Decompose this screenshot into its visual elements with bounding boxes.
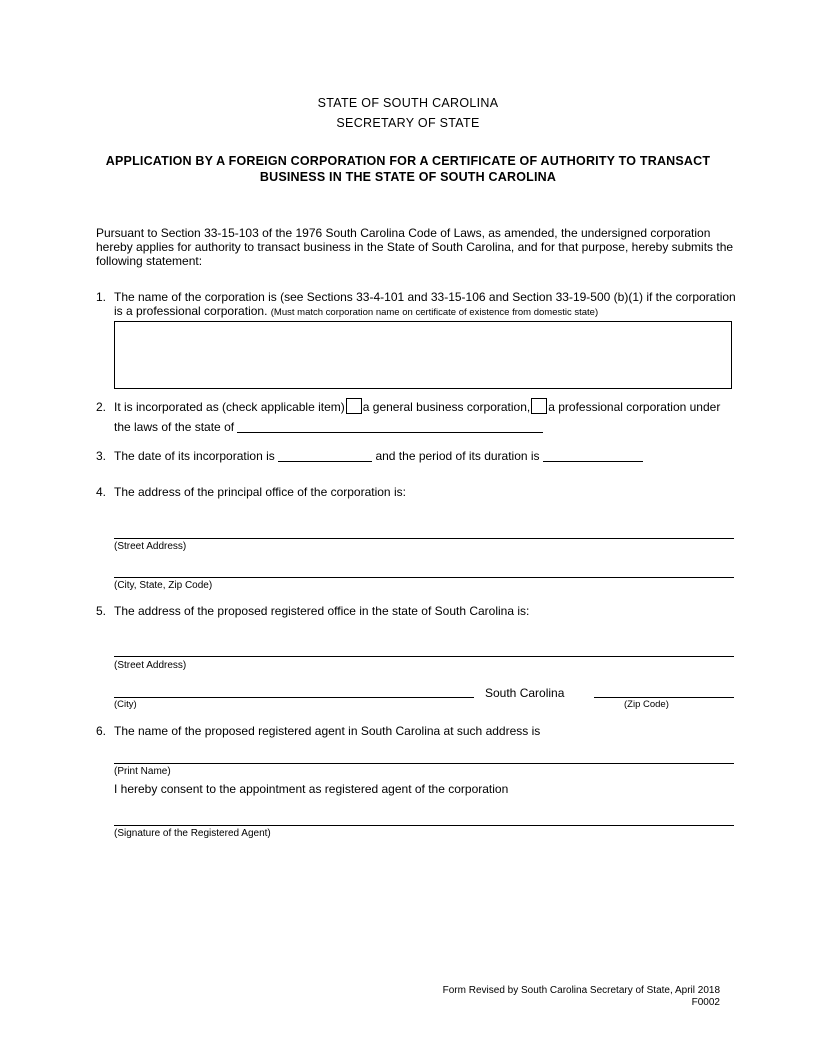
professional-corporation-label: a professional corporation under — [548, 400, 721, 414]
item-5-text: The address of the proposed registered office in the state of South Carolina is: — [114, 604, 530, 618]
registered-state-value: South Carolina — [485, 686, 565, 700]
agent-consent-text: I hereby consent to the appointment as registered agent of the corporation — [114, 782, 509, 796]
intro-paragraph — [96, 226, 736, 268]
item-1-note: (Must match corporation name on certificate of existence from domestic state) — [270, 307, 599, 318]
form-id: F0002 — [691, 997, 720, 1008]
corporation-name-box[interactable] — [114, 321, 732, 389]
professional-corporation-checkbox[interactable] — [531, 398, 547, 414]
incorporation-date-label: The date of its incorporation is — [114, 449, 275, 463]
agent-signature-label: (Signature of the Registered Agent) — [114, 828, 271, 839]
item-1-text — [114, 290, 744, 320]
principal-city-label: (City, State, Zip Code) — [114, 580, 213, 591]
agent-signature-line[interactable] — [114, 825, 734, 826]
registered-zip-label: (Zip Code) — [624, 699, 669, 710]
item-4-text: The address of the principal office of the corporation is: — [114, 485, 406, 499]
general-corporation-checkbox[interactable] — [346, 398, 362, 414]
item-6-number: 6. — [96, 724, 107, 738]
item-2-number: 2. — [96, 400, 107, 414]
intro-line-3: following statement: — [96, 254, 203, 268]
item-1-line-1: The name of the corporation is (see Sections 33-4-101 and 33-15-106 and Section 33-19-500 (b)(1) if the corporation — [114, 290, 736, 304]
item-2-text: It is incorporated as (check applicable item) — [114, 400, 345, 414]
state-heading: STATE OF SOUTH CAROLINA — [317, 96, 499, 110]
item-3-line — [114, 449, 643, 463]
form-footer — [380, 985, 720, 1009]
form-title-line-2: BUSINESS IN THE STATE OF SOUTH CAROLINA — [259, 170, 557, 184]
item-1-number: 1. — [96, 290, 107, 304]
duration-label: and the period of its duration is — [375, 449, 540, 463]
item-3-number: 3. — [96, 449, 107, 463]
registered-street-line[interactable] — [114, 656, 734, 657]
item-6-text: The name of the proposed registered agent in South Carolina at such address is — [114, 724, 541, 738]
general-corporation-label: a general business corporation, — [362, 400, 531, 414]
incorporation-date-field[interactable] — [278, 449, 372, 462]
item-4-number: 4. — [96, 485, 107, 499]
item-2-line-1 — [114, 398, 744, 414]
intro-line-2: hereby applies for authority to transact business in the State of South Carolina, and for that purpose, hereby submits the — [96, 240, 734, 254]
agent-name-label: (Print Name) — [114, 766, 171, 777]
state-of-laws-field[interactable] — [237, 420, 543, 433]
registered-zip-line[interactable] — [594, 697, 734, 698]
form-title-line-1: APPLICATION BY A FOREIGN CORPORATION FOR A CERTIFICATE OF AUTHORITY TO TRANSACT — [105, 154, 711, 168]
item-5-number: 5. — [96, 604, 107, 618]
agent-name-line[interactable] — [114, 763, 734, 764]
form-revised-note: Form Revised by South Carolina Secretary of State, April 2018 — [442, 985, 720, 996]
registered-city-line[interactable] — [114, 697, 474, 698]
office-heading: SECRETARY OF STATE — [336, 116, 480, 130]
duration-field[interactable] — [543, 449, 643, 462]
state-of-laws-label: the laws of the state of — [114, 420, 235, 434]
principal-city-line[interactable] — [114, 577, 734, 578]
principal-street-label: (Street Address) — [114, 541, 187, 552]
item-1-line-2-text: is a professional corporation. — [114, 304, 268, 318]
item-1-line-2 — [114, 304, 744, 320]
registered-city-label: (City) — [114, 699, 137, 710]
intro-line-1: Pursuant to Section 33-15-103 of the 1976 South Carolina Code of Laws, as amended, the undersigned corporation — [96, 226, 711, 240]
registered-street-label: (Street Address) — [114, 660, 187, 671]
item-2-line-2 — [114, 420, 543, 434]
principal-street-line[interactable] — [114, 538, 734, 539]
